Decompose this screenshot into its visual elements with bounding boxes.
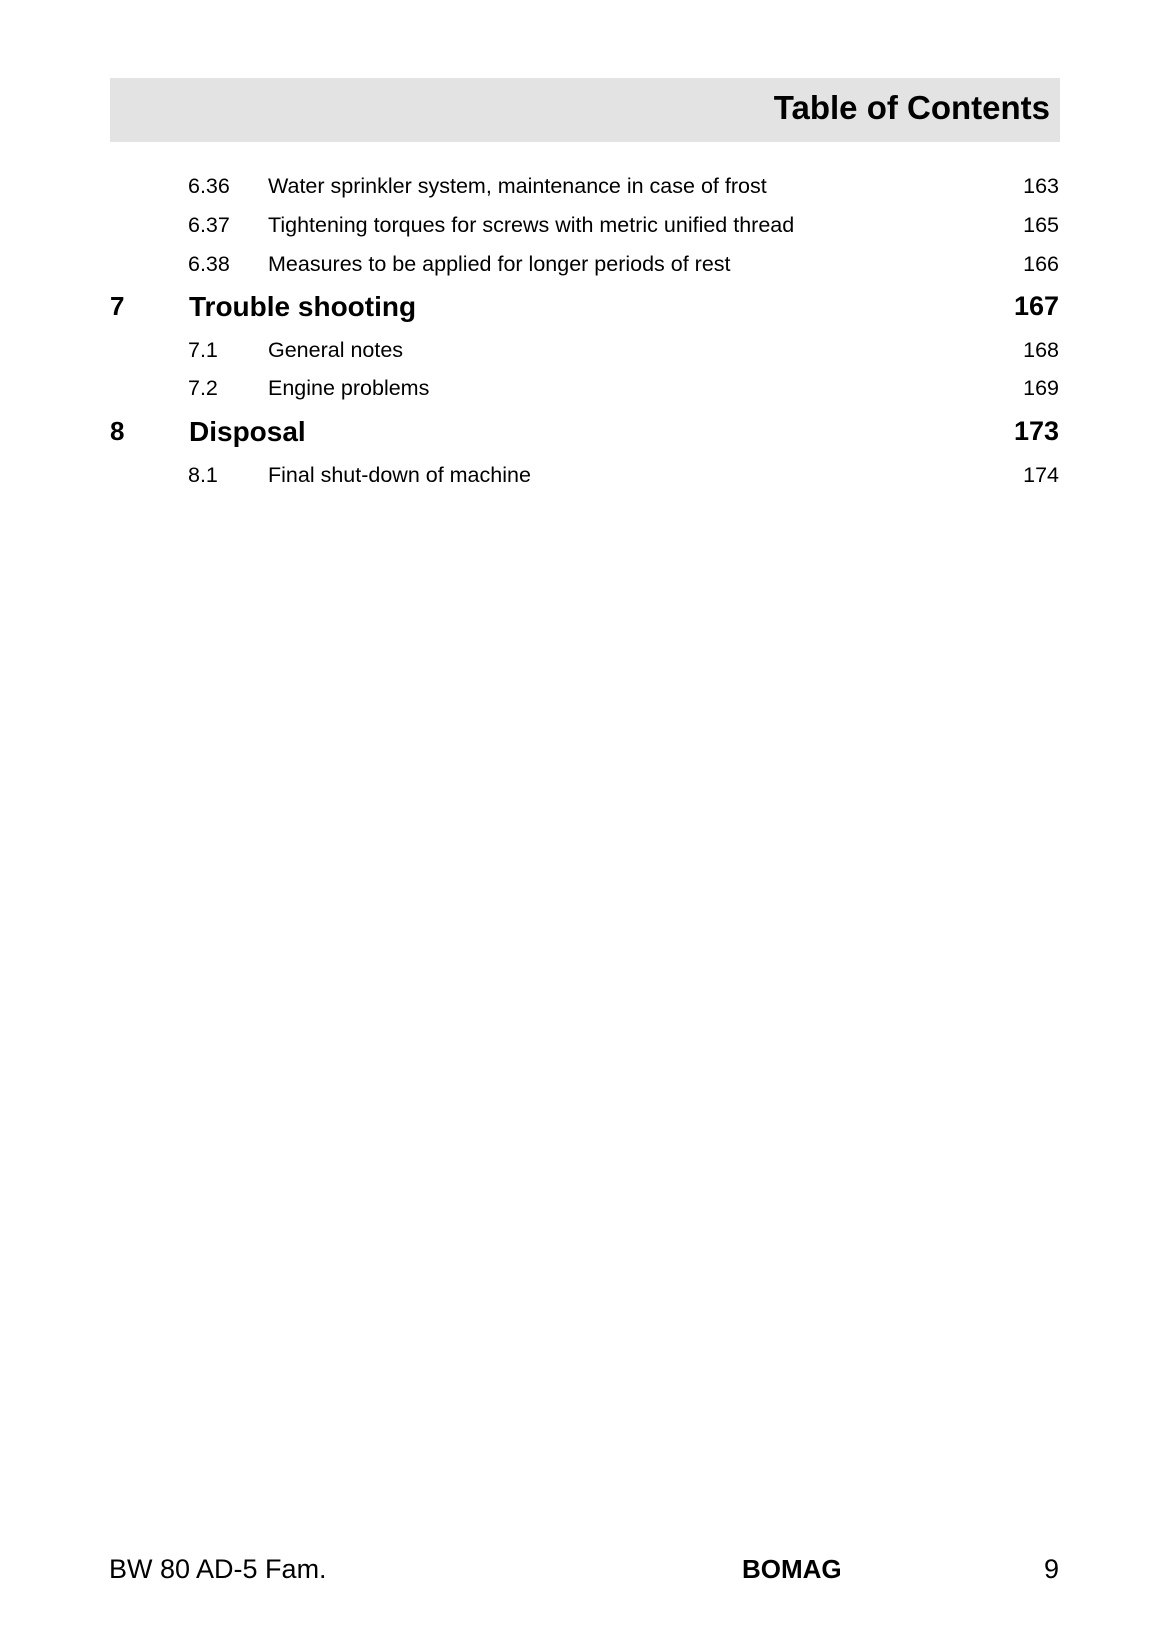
toc-entry-title: Measures to be applied for longer periods of rest — [268, 252, 731, 276]
toc-chapter-title: Disposal — [189, 416, 306, 447]
toc-entry-page: 166 — [1023, 252, 1059, 276]
toc-chapter-title: Trouble shooting — [189, 291, 417, 322]
toc-entry-page: 174 — [1023, 463, 1059, 487]
footer-page-number: 9 — [1043, 1554, 1059, 1584]
toc-chapter-page: 167 — [1013, 291, 1059, 321]
toc-entry-7-2[interactable] — [0, 378, 1163, 408]
toc-entry-6-36[interactable] — [0, 176, 1163, 206]
toc-entry-page: 163 — [1023, 174, 1059, 198]
page-title: Table of Contents — [773, 89, 1050, 126]
toc-entry-7-1[interactable] — [0, 340, 1163, 370]
toc-entry-title: Tightening torques for screws with metric unified thread — [268, 213, 795, 237]
toc-chapter-page: 173 — [1013, 416, 1059, 446]
toc-entry-6-37[interactable] — [0, 215, 1163, 245]
toc-entry-title: Engine problems — [268, 376, 430, 400]
toc-entry-number: 7.1 — [188, 338, 218, 362]
toc-entry-number: 7.2 — [188, 376, 218, 400]
toc-chapter-8[interactable] — [0, 418, 1163, 448]
toc-entry-8-1[interactable] — [0, 465, 1163, 495]
toc-entry-page: 165 — [1023, 213, 1059, 237]
toc-chapter-7[interactable] — [0, 293, 1163, 323]
toc-chapter-number: 8 — [110, 416, 125, 446]
toc-entry-page: 169 — [1023, 376, 1059, 400]
toc-entry-title: General notes — [268, 338, 404, 362]
toc-chapter-number: 7 — [110, 291, 125, 321]
footer-model-name: BW 80 AD-5 Fam. — [109, 1554, 327, 1584]
toc-entry-number: 6.38 — [188, 252, 230, 276]
toc-entry-number: 8.1 — [188, 463, 218, 487]
toc-entry-number: 6.36 — [188, 174, 230, 198]
toc-entry-title: Final shut-down of machine — [268, 463, 531, 487]
toc-entry-page: 168 — [1023, 338, 1059, 362]
toc-entry-number: 6.37 — [188, 213, 230, 237]
toc-entry-title: Water sprinkler system, maintenance in case of frost — [268, 174, 767, 198]
footer-brand-logo: BOMAG — [742, 1554, 842, 1584]
header-band — [110, 78, 1060, 142]
toc-entry-6-38[interactable] — [0, 254, 1163, 284]
